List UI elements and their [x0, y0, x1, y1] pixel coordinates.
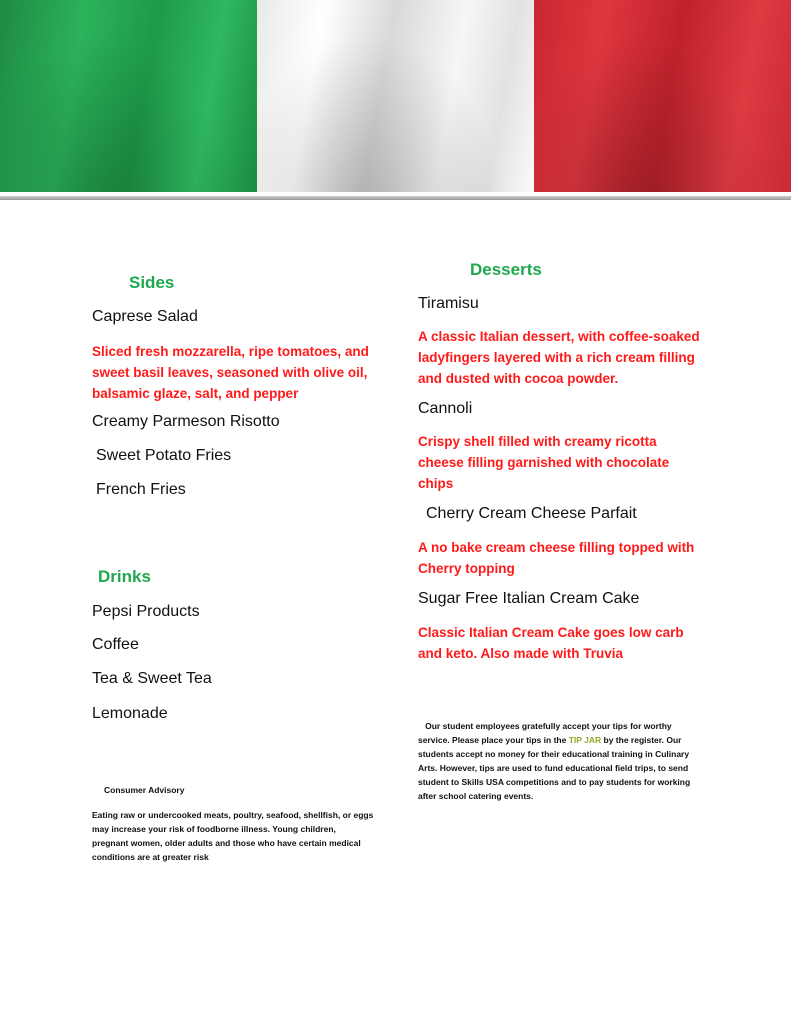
dessert-item-cherry-parfait-description: A no bake cream cheese filling topped with Cherry topping: [418, 540, 695, 576]
flag-green-band: [0, 0, 257, 192]
tips-note-text-before: Our student employees gratefully accept your tips for worthy service. Please place your tips in the: [418, 721, 672, 745]
desserts-heading: Desserts: [470, 260, 542, 279]
menu-item-sweet-potato-fries: Sweet Potato Fries: [96, 447, 232, 464]
drink-item: Coffee: [92, 636, 139, 653]
flag-white-band: [257, 0, 534, 192]
menu-item-creamy-risotto: Creamy Parmeson Risotto: [92, 413, 280, 430]
sides-heading: Sides: [129, 273, 175, 292]
tip-jar-label: TIP JAR: [568, 735, 602, 745]
dessert-item-cherry-parfait: Cherry Cream Cheese Parfait: [426, 505, 637, 522]
tips-note: [418, 719, 693, 803]
banner-divider: [0, 196, 791, 200]
tips-note-text-after: by the register. Our students accept no money for their educational training in Culinary Arts. However, tips are used to fund educational field trips, to send student to Skills USA competitions and to pay students for working after school catering events.: [418, 735, 691, 801]
dessert-item-cannoli-description: Crispy shell filled with creamy ricotta cheese filling garnished with chocolate chips: [418, 434, 670, 491]
menu-item-caprese-salad-description: Sliced fresh mozzarella, ripe tomatoes, and sweet basil leaves, seasoned with olive oil, balsamic glaze, salt, and pepper: [92, 344, 369, 401]
dessert-item-sugar-free-cake: Sugar Free Italian Cream Cake: [418, 590, 640, 607]
dessert-item-tiramisu-description: A classic Italian dessert, with coffee-soaked ladyfingers layered with a rich cream filling and dusted with cocoa powder.: [418, 329, 700, 386]
drinks-heading: Drinks: [98, 567, 151, 586]
menu-item-caprese-salad: Caprese Salad: [92, 308, 198, 325]
drink-item: Lemonade: [92, 705, 168, 722]
italian-flag-banner: [0, 0, 791, 192]
dessert-item-cannoli: Cannoli: [418, 400, 473, 417]
consumer-advisory-text: Eating raw or undercooked meats, poultry, seafood, shellfish, or eggs may increase your risk of foodborne illness. Young children, pregnant women, older adults and those who have certain medical conditions are at greater risk: [92, 810, 374, 862]
dessert-item-tiramisu: Tiramisu: [418, 295, 479, 312]
menu-item-french-fries: French Fries: [96, 481, 186, 498]
dessert-item-sugar-free-cake-description: Classic Italian Cream Cake goes low carb and keto. Also made with Truvia: [418, 625, 684, 661]
drink-item: Pepsi Products: [92, 603, 200, 620]
consumer-advisory-title: Consumer Advisory: [104, 785, 185, 795]
drink-item: Tea & Sweet Tea: [92, 670, 212, 687]
flag-red-band: [534, 0, 791, 192]
